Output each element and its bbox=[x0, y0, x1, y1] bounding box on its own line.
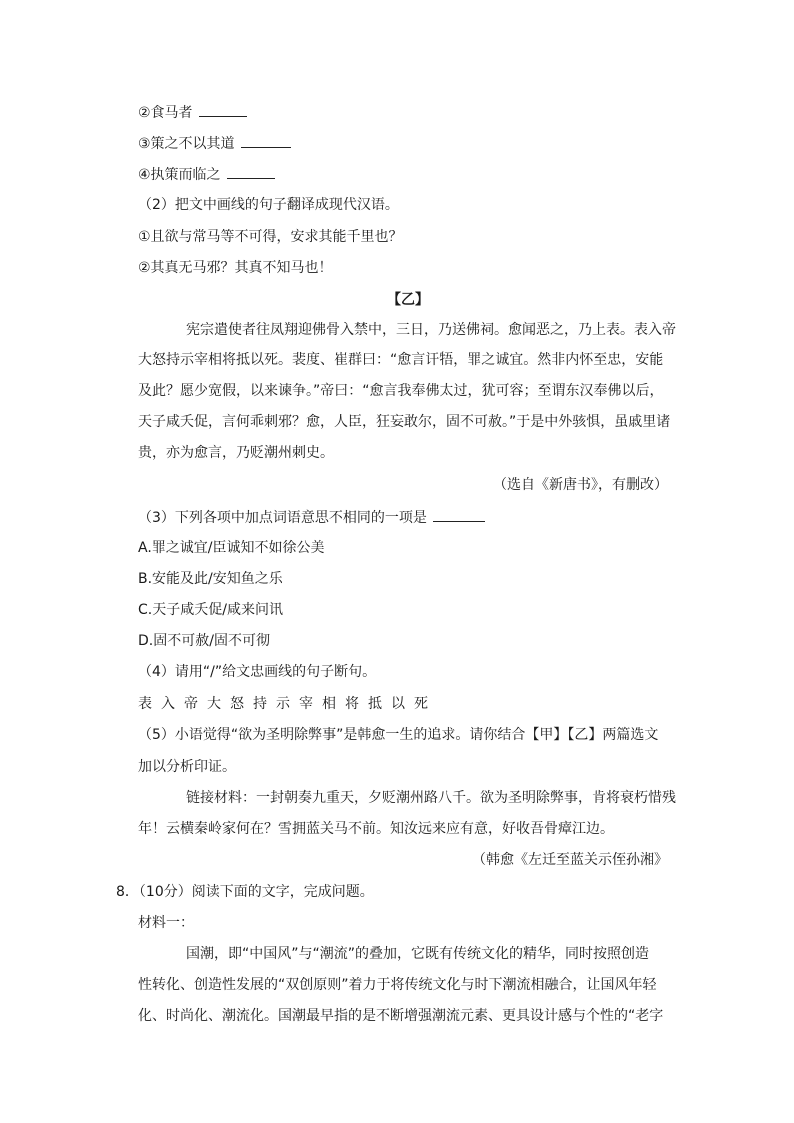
answer-blank[interactable] bbox=[199, 102, 247, 117]
q3-prompt: （3）下列各项中加点词语意思不相同的一项是 bbox=[138, 507, 485, 528]
passage-b-line: 贵，亦为愈言，乃贬潮州刺史。 bbox=[138, 445, 334, 461]
passage-b-line: 及此？愿少宽假，以来谏争。”帝曰：“愈言我奉佛太过，犹可容；至谓东汉奉佛以后， bbox=[138, 383, 664, 399]
q4-sentence: 表入帝大怒持示宰相将抵以死 bbox=[138, 696, 437, 712]
q2-prompt: （2）把文中画线的句子翻译成现代汉语。 bbox=[138, 197, 399, 213]
passage-b-line: 天子咸夭促，言何乖刺邪？愈，人臣，狂妄敢尔，固不可赦。”于是中外骇惧，虽戚里诸 bbox=[138, 414, 671, 430]
q8-title: 8．（10分）阅读下面的文字，完成问题。 bbox=[116, 884, 374, 900]
q1-item-4: ④执策而临之 bbox=[138, 164, 275, 185]
q5-prompt-line1: （5）小语觉得“欲为圣明除弊事”是韩愈一生的追求。请你结合【甲】【乙】两篇选文 bbox=[138, 727, 659, 743]
q1-item-3: ③策之不以其道 bbox=[138, 133, 291, 154]
passage-b-source: （选自《新唐书》，有删改） bbox=[493, 477, 668, 493]
answer-blank[interactable] bbox=[227, 164, 275, 179]
material-one-label: 材料一： bbox=[138, 915, 194, 931]
material-line: 性转化、创造性发展的“双创原则”着力于将传统文化与时下潮流相融合，让国风年轻 bbox=[138, 977, 657, 993]
passage-b-line: 大怒持示宰相将抵以死。裴度、崔群曰：“愈言讦牾，罪之诚宜。然非内怀至忠，安能 bbox=[138, 352, 664, 368]
q5-prompt-line2: 加以分析印证。 bbox=[138, 759, 236, 775]
link-material-source: （韩愈《左迁至蓝关示侄孙湘》 bbox=[472, 852, 668, 868]
passage-b-line: 宪宗遣使者往凤翔迎佛骨入禁中，三日，乃送佛祠。愈闻恶之，乃上表。表入帝 bbox=[186, 322, 676, 338]
answer-blank[interactable] bbox=[433, 507, 485, 522]
material-line: 国潮，即“中国风”与“潮流”的叠加，它既有传统文化的精华，同时按照创造 bbox=[186, 946, 650, 962]
q3-option-c: C.天子咸夭促/咸来问讯 bbox=[138, 602, 283, 618]
answer-blank[interactable] bbox=[241, 133, 291, 148]
link-material-line1: 链接材料：一封朝奏九重天，夕贬潮州路八千。欲为圣明除弊事，肯将衰朽惜残 bbox=[186, 790, 676, 806]
q3-option-a: A.罪之诚宜/臣诚知不如徐公美 bbox=[138, 540, 325, 556]
passage-b-heading: 【乙】 bbox=[387, 292, 429, 308]
q2-item-1: ①且欲与常马等不可得，安求其能千里也？ bbox=[138, 229, 403, 245]
q3-option-b: B.安能及此/安知鱼之乐 bbox=[138, 571, 283, 587]
material-line: 化、时尚化、潮流化。国潮最早指的是不断增强潮流元素、更具设计感与个性的“老字 bbox=[138, 1008, 664, 1024]
q1-item-2: ②食马者 bbox=[138, 102, 247, 123]
q2-item-2: ②其真无马邪？其真不知马也！ bbox=[138, 260, 333, 276]
q3-option-d: D.固不可赦/固不可彻 bbox=[138, 633, 270, 649]
q4-prompt: （4）请用“/”给文忠画线的句子断句。 bbox=[138, 664, 377, 680]
link-material-line2: 年！云横秦岭家何在？雪拥蓝关马不前。知汝远来应有意，好收吾骨瘴江边。 bbox=[138, 821, 614, 837]
